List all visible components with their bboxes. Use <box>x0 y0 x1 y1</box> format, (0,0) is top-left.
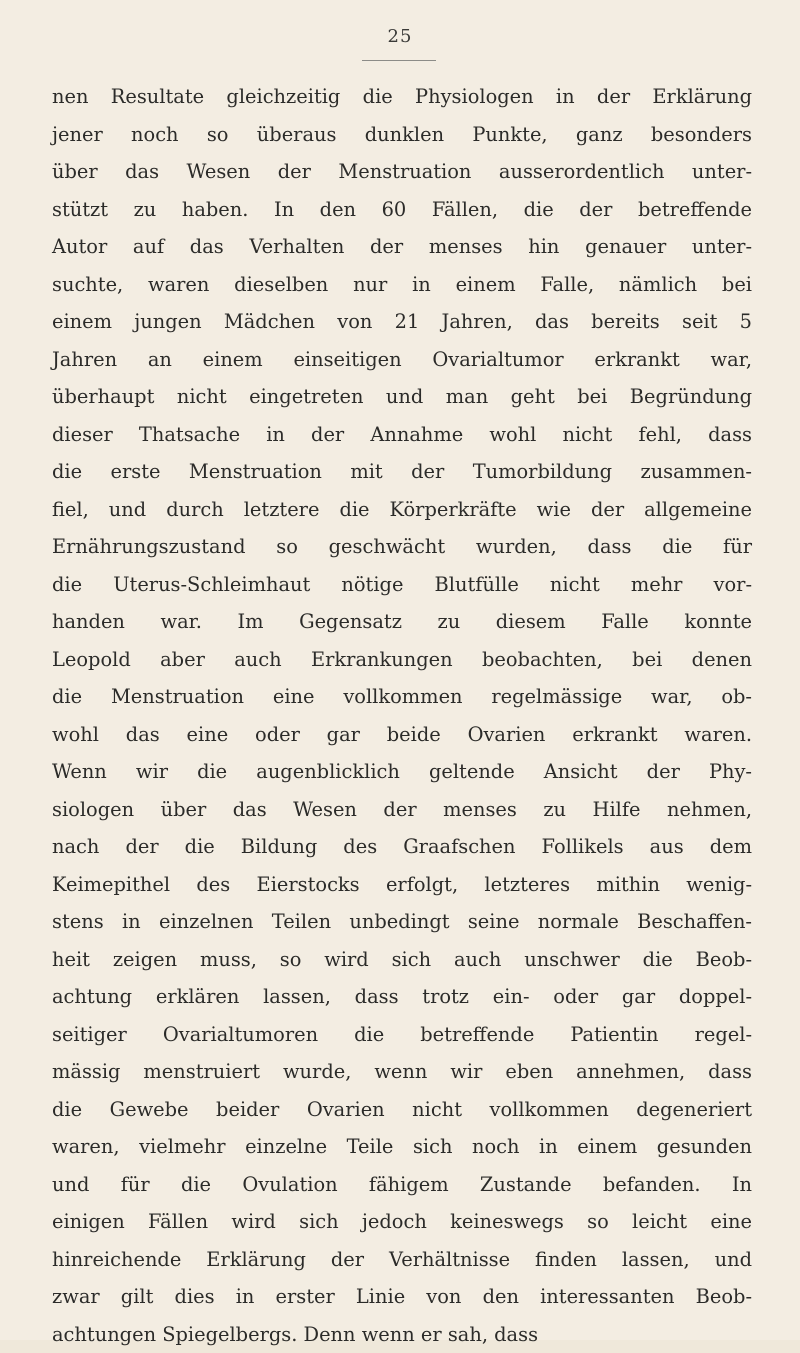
text-line: suchte, waren dieselben nur in einem Falle, nämlich bei <box>52 266 752 304</box>
text-line: jener noch so überaus dunklen Punkte, ganz besonders <box>52 116 752 154</box>
text-line: die Uterus-Schleimhaut nötige Blutfülle nicht mehr vor- <box>52 566 752 604</box>
text-line: und für die Ovulation fähigem Zustande befanden. In <box>52 1166 752 1204</box>
page-number: 25 <box>0 26 800 47</box>
text-line: die Gewebe beider Ovarien nicht vollkommen degeneriert <box>52 1091 752 1129</box>
text-line: dieser Thatsache in der Annahme wohl nicht fehl, dass <box>52 416 752 454</box>
text-line: nach der die Bildung des Graafschen Follikels aus dem <box>52 828 752 866</box>
text-line: Keimepithel des Eierstocks erfolgt, letzteres mithin wenig- <box>52 866 752 904</box>
text-line: heit zeigen muss, so wird sich auch unschwer die Beob- <box>52 941 752 979</box>
text-line: handen war. Im Gegensatz zu diesem Falle konnte <box>52 603 752 641</box>
text-line: einigen Fällen wird sich jedoch keineswegs so leicht eine <box>52 1203 752 1241</box>
text-line: seitiger Ovarialtumoren die betreffende Patientin regel- <box>52 1016 752 1054</box>
page-number-rule <box>362 60 436 61</box>
text-line: einem jungen Mädchen von 21 Jahren, das bereits seit 5 <box>52 303 752 341</box>
text-line: siologen über das Wesen der menses zu Hilfe nehmen, <box>52 791 752 829</box>
text-line: hinreichende Erklärung der Verhältnisse finden lassen, und <box>52 1241 752 1279</box>
text-line: Wenn wir die augenblicklich geltende Ansicht der Phy- <box>52 753 752 791</box>
text-line: überhaupt nicht eingetreten und man geht bei Begründung <box>52 378 752 416</box>
text-line: mässig menstruiert wurde, wenn wir eben annehmen, dass <box>52 1053 752 1091</box>
body-text <box>52 78 752 1353</box>
text-line: stützt zu haben. In den 60 Fällen, die der betreffende <box>52 191 752 229</box>
text-line: achtungen Spiegelbergs. Denn wenn er sah, dass <box>52 1316 752 1353</box>
text-line: nen Resultate gleichzeitig die Physiologen in der Erklärung <box>52 78 752 116</box>
text-line: über das Wesen der Menstruation ausserordentlich unter- <box>52 153 752 191</box>
text-line: achtung erklären lassen, dass trotz ein- oder gar doppel- <box>52 978 752 1016</box>
text-line: Autor auf das Verhalten der menses hin genauer unter- <box>52 228 752 266</box>
text-line: waren, vielmehr einzelne Teile sich noch in einem gesunden <box>52 1128 752 1166</box>
text-line: zwar gilt dies in erster Linie von den interessanten Beob- <box>52 1278 752 1316</box>
text-line: wohl das eine oder gar beide Ovarien erkrankt waren. <box>52 716 752 754</box>
text-line: Leopold aber auch Erkrankungen beobachten, bei denen <box>52 641 752 679</box>
text-line: die Menstruation eine vollkommen regelmässige war, ob- <box>52 678 752 716</box>
text-line: Jahren an einem einseitigen Ovarialtumor erkrankt war, <box>52 341 752 379</box>
text-line: Ernährungszustand so geschwächt wurden, dass die für <box>52 528 752 566</box>
text-line: stens in einzelnen Teilen unbedingt seine normale Beschaffen- <box>52 903 752 941</box>
text-line: die erste Menstruation mit der Tumorbildung zusammen- <box>52 453 752 491</box>
text-line: fiel, und durch letztere die Körperkräfte wie der allgemeine <box>52 491 752 529</box>
